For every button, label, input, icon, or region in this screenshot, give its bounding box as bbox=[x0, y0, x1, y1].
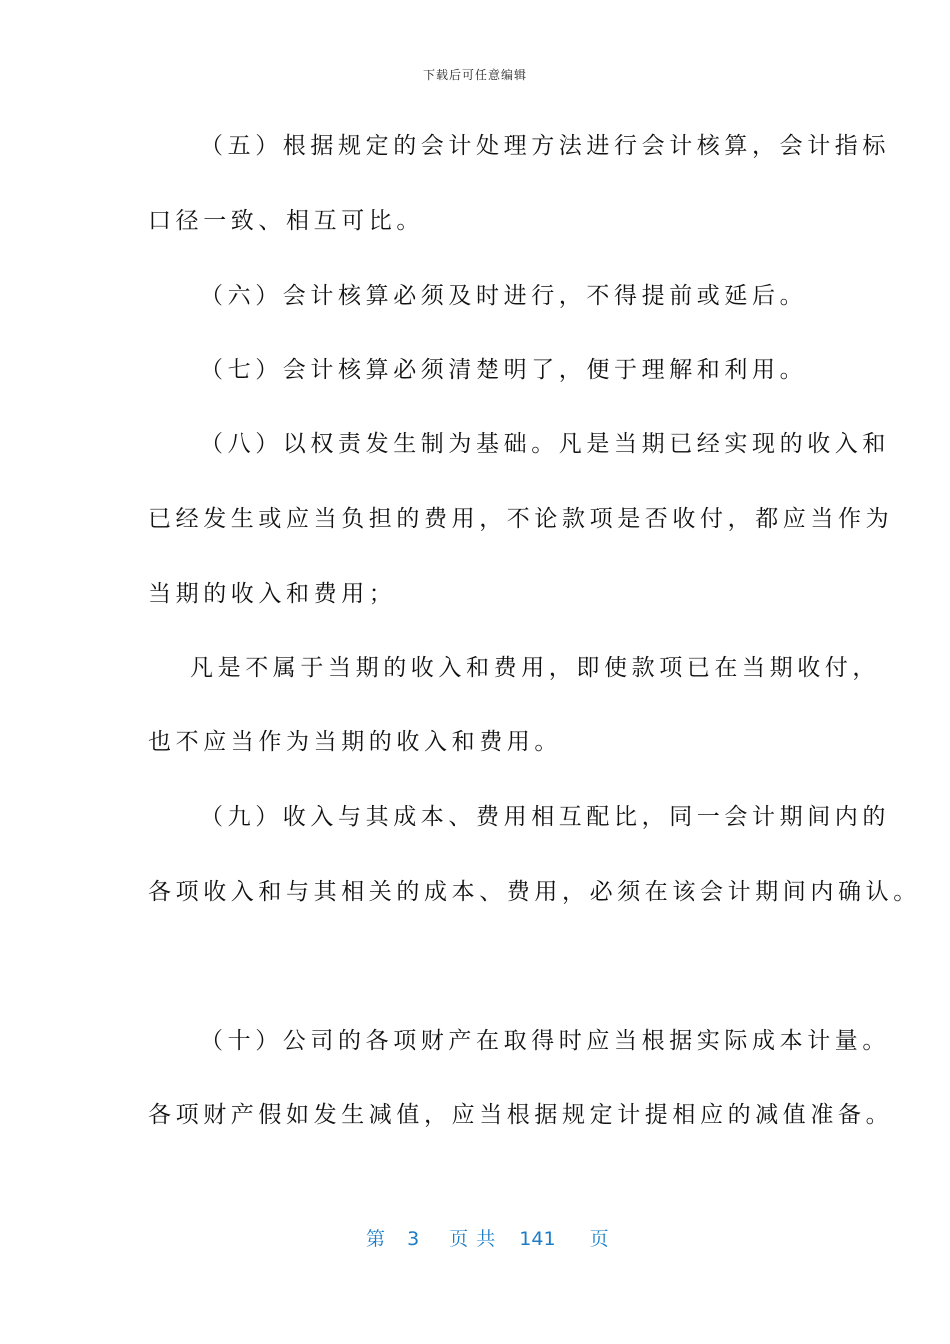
page-header: 下载后可任意编辑 bbox=[422, 68, 527, 82]
paragraph-line: （十）公司的各项财产在取得时应当根据实际成本计量。 bbox=[200, 1028, 890, 1054]
paragraph-line: 已经发生或应当负担的费用，不论款项是否收付，都应当作为 bbox=[148, 506, 894, 532]
footer-mid: 页共 bbox=[449, 1228, 504, 1250]
paragraph-line: 也不应当作为当期的收入和费用。 bbox=[148, 729, 562, 755]
footer-prefix: 第 bbox=[366, 1228, 386, 1250]
paragraph-line: 各项财产假如发生减值，应当根据规定计提相应的减值准备。 bbox=[148, 1102, 894, 1128]
paragraph-line: （九）收入与其成本、费用相互配比，同一会计期间内的 bbox=[200, 804, 890, 830]
footer-total-pages: 141 bbox=[519, 1228, 556, 1250]
paragraph-line: （五）根据规定的会计处理方法进行会计核算，会计指标 bbox=[200, 133, 890, 159]
footer-page-number: 3 bbox=[407, 1228, 420, 1250]
paragraph-line: （七）会计核算必须清楚明了，便于理解和利用。 bbox=[200, 357, 808, 383]
paragraph-line: （六）会计核算必须及时进行，不得提前或延后。 bbox=[200, 283, 808, 309]
footer-suffix: 页 bbox=[589, 1228, 609, 1250]
paragraph-line: 凡是不属于当期的收入和费用，即使款项已在当期收付， bbox=[190, 655, 880, 681]
paragraph-line: 当期的收入和费用； bbox=[148, 581, 397, 607]
page-footer bbox=[366, 1226, 609, 1252]
paragraph-line: 口径一致、相互可比。 bbox=[148, 208, 424, 234]
paragraph-line: （八）以权责发生制为基础。凡是当期已经实现的收入和 bbox=[200, 431, 890, 457]
paragraph-line: 各项收入和与其相关的成本、费用，必须在该会计期间内确认。 bbox=[148, 879, 921, 905]
